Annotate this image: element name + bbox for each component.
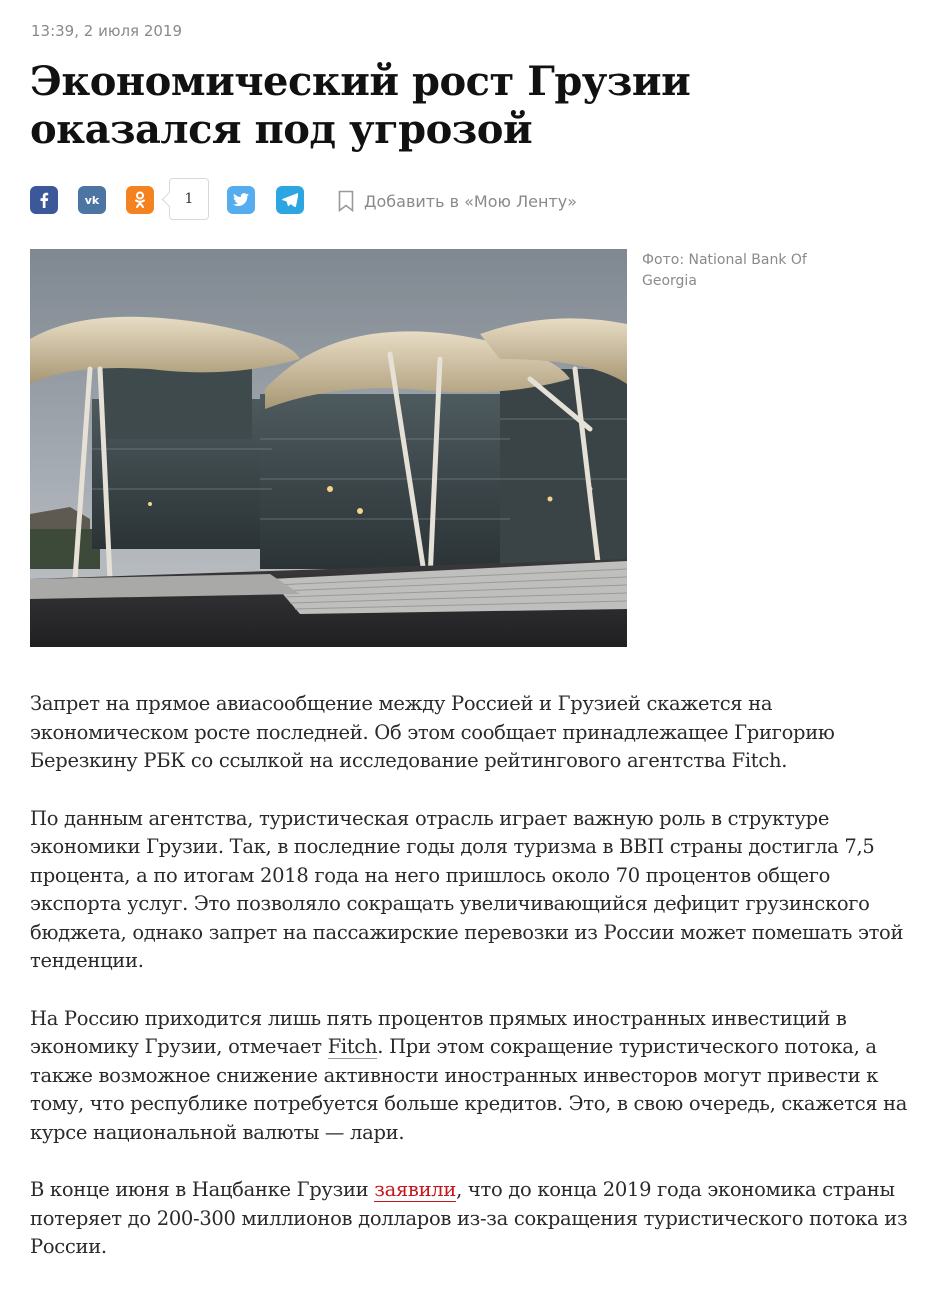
vk-share-button[interactable] <box>78 186 106 214</box>
article-timestamp: 13:39, 2 июля 2019 <box>31 22 183 40</box>
article-title: Экономический рост Грузии оказался под угрозой <box>30 58 691 153</box>
twitter-icon <box>233 193 249 207</box>
photo-caption: Фото: National Bank Of Georgia <box>642 252 807 289</box>
facebook-icon <box>39 192 49 208</box>
bookmark-icon <box>338 190 354 212</box>
paragraph-4-text-after: , что до конца 2019 года экономика страны потеряет до 200-300 миллионов долларов из-за сокращения туристического потока из России. <box>30 1178 908 1258</box>
telegram-icon <box>282 193 298 207</box>
paragraph-2: По данным агентства, туристическая отрасль играет важную роль в структуре экономики Грузии. Так, в последние годы доля туризма в ВВП страны достигла 7,5 процента, а по итогам 2018 года на него пришлось около 70 процентов общего экспорта услуг. Это позволяло сокращать увеличивающийся дефицит грузинского бюджета, однако запрет на пассажирские перевозки из России может помешать этой тенденции. <box>30 806 904 972</box>
share-bar <box>30 178 730 222</box>
paragraph-1: Запрет на прямое авиасообщение между Россией и Грузией скажется на экономическом росте последней. Об этом сообщает принадлежащее Григорию Березкину РБК со ссылкой на исследование рейтингового агентства Fitch. <box>30 692 835 772</box>
ok-share-counter: 1 <box>169 178 209 220</box>
announced-link[interactable]: заявили <box>374 1178 457 1201</box>
add-to-my-feed-label: Добавить в «Мою Ленту» <box>364 191 577 211</box>
paragraph-3-text-before: На Россию приходится лишь пять процентов прямых иностранных инвестиций в экономику Грузии, отмечает <box>30 1006 847 1058</box>
vk-icon: vk <box>84 193 100 207</box>
odnoklassniki-icon <box>134 191 146 209</box>
building-photo-illustration <box>30 249 627 647</box>
add-to-my-feed-button[interactable] <box>338 188 577 214</box>
article-photo <box>30 249 627 647</box>
paragraph-4 <box>30 1176 914 1262</box>
telegram-share-button[interactable] <box>276 186 304 214</box>
article-body <box>30 690 914 1291</box>
paragraph-3-text-after: . При этом сокращение туристического потока, а также возможное снижение активности иностранных инвесторов могут привести к тому, что республике потребуется больше кредитов. Это, в свою очередь, скажется на курсе национальной валюты — лари. <box>30 1035 908 1144</box>
facebook-share-button[interactable] <box>30 186 58 214</box>
ok-share-button[interactable] <box>126 186 154 214</box>
twitter-share-button[interactable] <box>227 186 255 214</box>
fitch-link[interactable]: Fitch <box>327 1035 378 1058</box>
paragraph-4-text-before: В конце июня в Нацбанке Грузии <box>30 1178 375 1201</box>
paragraph-3 <box>30 1005 914 1148</box>
